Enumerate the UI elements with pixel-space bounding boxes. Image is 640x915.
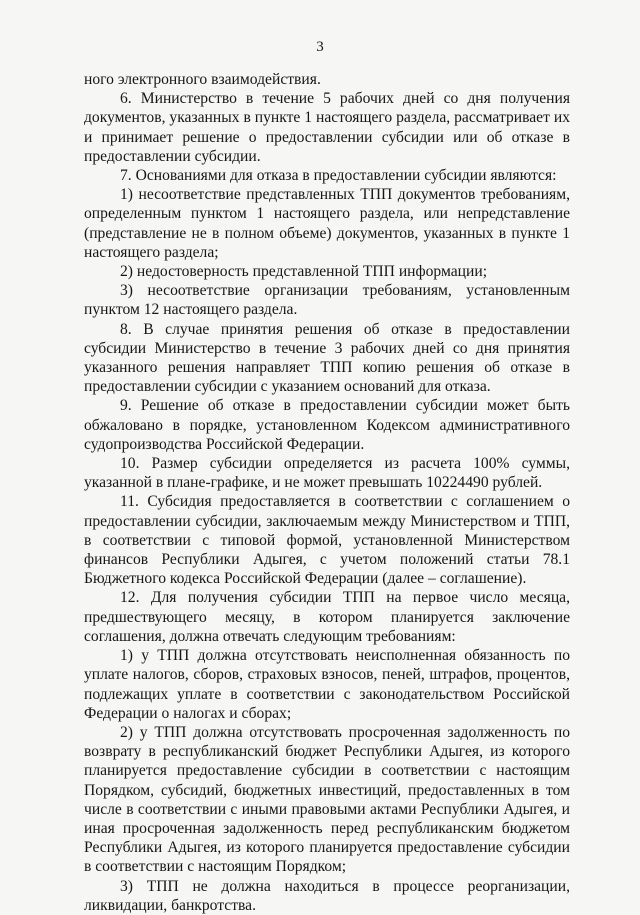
document-body: [84, 70, 570, 915]
paragraph-12-item-2: 2) у ТПП должна отсутствовать просроченная задолженность по возврату в республиканский бюджет Республики Адыгея, из которого планируется предоставление субсидии в соответствии с настоящим Порядком, субсидий, бюджетных инвестиций, предоставленных в том числе в соответствии с иными правовыми актами Республики Адыгея, и иная просроченная задолженность перед республиканским бюджетом Республики Адыгея, из которого планируется предоставление субсидии в соответствии с настоящим Порядком;: [84, 723, 570, 876]
paragraph-12-item-1: 1) у ТПП должна отсутствовать неисполненная обязанность по уплате налогов, сборов, страховых взносов, пеней, штрафов, процентов, подлежащих уплате в соответствии с законодательством Российской Федерации о налогах и сборах;: [84, 647, 570, 722]
paragraph-6: 6. Министерство в течение 5 рабочих дней со дня получения документов, указанных в пункте 1 настоящего раздела, рассматривает их и принимает решение о предоставлении субсидии или об отказе в предоставлении субсидии.: [84, 90, 570, 165]
paragraph-continuation: ного электронного взаимодействия.: [84, 71, 321, 88]
paragraph-8: 8. В случае принятия решения об отказе в предоставлении субсидии Министерство в течение 3 рабочих дней со дня принятия указанного решения направляет ТПП копию решения об отказе в предоставлении субсидии с указанием оснований для отказа.: [84, 320, 570, 396]
paragraph-10: 10. Размер субсидии определяется из расчета 100% суммы, указанной в плане-графике, и не может превышать 10224490 рублей.: [84, 455, 570, 492]
paragraph-12-item-3: 3) ТПП не должна находиться в процессе реорганизации, ликвидации, банкротства.: [84, 877, 570, 914]
paragraph-7-item-3: 3) несоответствие организации требованиям, установленным пунктом 12 настоящего раздела.: [84, 282, 570, 319]
paragraph-12: 12. Для получения субсидии ТПП на первое число месяца, предшествующего месяцу, в котором планируется заключение соглашения, должна отвечать следующим требованиям:: [84, 589, 570, 645]
paragraph-7-item-1: 1) несоответствие представленных ТПП документов требованиям, определенным пунктом 1 настоящего раздела, или непредставление (представление не в полном объеме) документов, указанных в пункте 1 настоящего раздела;: [84, 186, 570, 261]
page-number: 3: [316, 39, 324, 55]
paragraph-11: 11. Субсидия предоставляется в соответствии с соглашением о предоставлении субсидии, заключаемым между Министерством и ТПП, в соответствии с типовой формой, установленной Министерством финансов Республики Адыгея, с учетом положений статьи 78.1 Бюджетного кодекса Российской Федерации (далее – соглашение).: [84, 493, 570, 588]
paragraph-7-item-2: 2) недостоверность представленной ТПП информации;: [120, 263, 488, 281]
paragraph-7: 7. Основаниями для отказа в предоставлении субсидии являются:: [120, 167, 557, 185]
paragraph-9: 9. Решение об отказе в предоставлении субсидии может быть обжаловано в порядке, установленном Кодексом административного судопроизводства Российской Федерации.: [84, 397, 570, 453]
